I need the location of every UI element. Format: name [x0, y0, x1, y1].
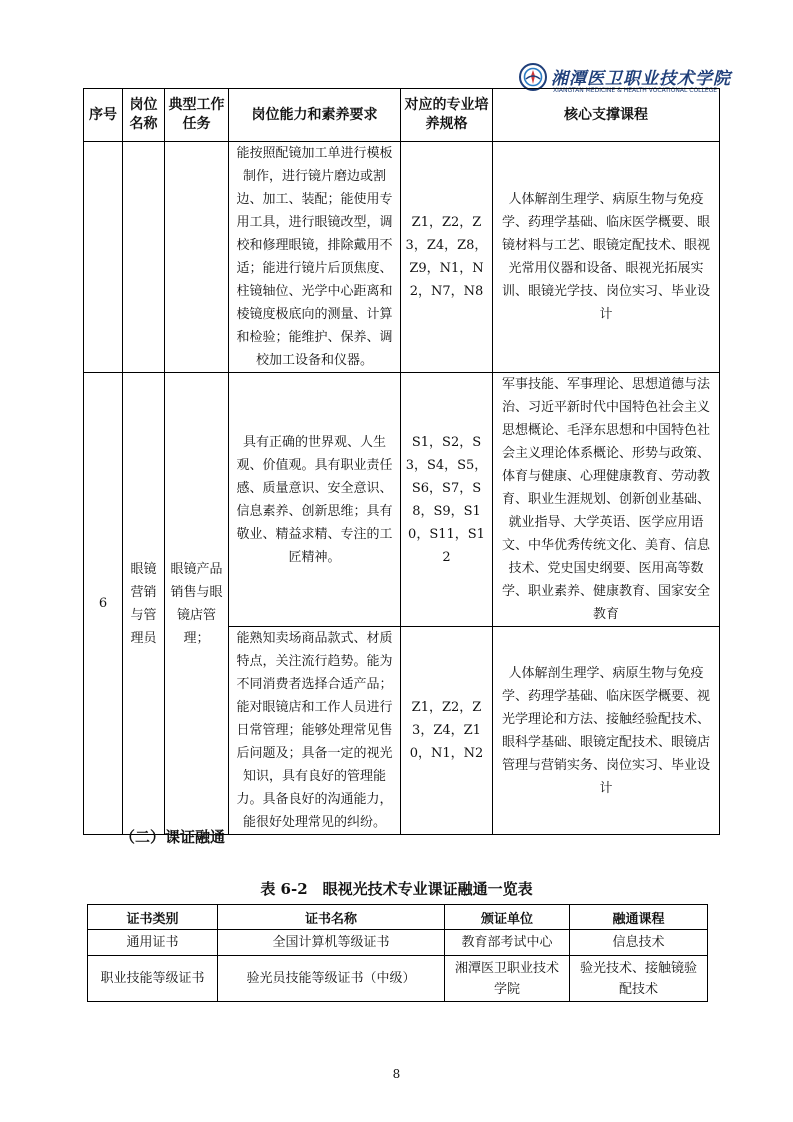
college-name-en: XIANGTAN MEDICINE & HEALTH VOCATIONAL COLLEGE: [553, 87, 718, 94]
specs-text: Z1，Z2，Z3，Z4，Z8，Z9，N1，N2，N7，N8: [405, 215, 488, 299]
ability-text: 能按照配镜加工单进行模板制作，进行镜片磨边或割边、加工、装配；能使用专用工具，进行眼镜改型，调校和修理眼镜，排除戴用不适；能进行镜片后顶焦度、柱镜轴位、光学中心距离和棱镜度极底向的测量、计算和检验；能维护、保养、调校加工设备和仪器。: [236, 146, 393, 368]
table-row: [84, 373, 720, 627]
cell-cert-name: 验光员技能等级证书（中级）: [218, 956, 445, 1002]
cell-linked-courses: 信息技术: [570, 930, 708, 956]
table-header-row: [88, 905, 708, 930]
section-title: （二）课证融通: [120, 828, 226, 846]
cell-ability: [229, 373, 401, 627]
cell-row-number: [84, 373, 123, 835]
cell-no-empty: [84, 142, 123, 373]
cell-cert-type: 职业技能等级证书: [88, 956, 218, 1002]
header-position: 岗位名称: [123, 89, 165, 142]
table-header-row: [84, 89, 720, 142]
ability-text: 能熟知卖场商品款式、材质特点，关注流行趋势。能为不同消费者选择合适产品；能对眼镜店和工作人员进行日常管理；能够处理常见售后问题及；具备一定的视光知识，具有良好的管理能力。具备良好的沟通能力，能很好处理常见的纠纷。: [236, 631, 393, 830]
cell-position-empty: [123, 142, 165, 373]
table-caption: 表 6-2 眼视光技术专业课证融通一览表: [260, 880, 533, 898]
header-issuer: 颁证单位: [445, 905, 570, 930]
header-cert-type: 证书类别: [88, 905, 218, 930]
cell-issuer: [445, 956, 570, 1002]
row-number: 6: [98, 596, 108, 611]
position-name: 眼镜营销与管理员: [130, 561, 157, 646]
courses-text: 人体解剖生理学、病原生物与免疫学、药理学基础、临床医学概要、视光学理论和方法、接触经验配技术、眼科学基础、眼镜定配技术、眼镜店管理与营销实务、岗位实习、毕业设计: [501, 665, 710, 796]
specs-text: Z1，Z2，Z3，Z4，Z10，N1，N2: [409, 700, 484, 761]
cell-cert-type: 通用证书: [88, 930, 218, 956]
certificate-table: [87, 904, 708, 1002]
header-specs: 对应的专业培养规格: [401, 89, 493, 142]
header-ability: 岗位能力和素养要求: [229, 89, 401, 142]
courses-text: 人体解剖生理学、病原生物与免疫学、药理学基础、临床医学概要、眼镜材料与工艺、眼镜定配技术、眼视光常用仪器和设备、眼视光拓展实训、眼镜光学技、岗位实习、毕业设计: [501, 192, 710, 322]
header-task: 典型工作任务: [165, 89, 229, 142]
cell-linked-courses: [570, 956, 708, 1002]
page-number: 8: [392, 1067, 401, 1081]
cell-specs: [401, 627, 493, 835]
specs-text: S1，S2，S3，S4，S5，S6，S7，S8，S9，S10，S11，S12: [405, 434, 488, 565]
header-linked-courses: 融通课程: [570, 905, 708, 930]
cell-specs: [401, 373, 493, 627]
table-row: [88, 956, 708, 1002]
courses-text: 军事技能、军事理论、思想道德与法治、习近平新时代中国特色社会主义思想概论、毛泽东思想和中国特色社会主义理论体系概论、形势与政策、体育与健康、心理健康教育、劳动教育、职业生涯规划、创新创业基础、就业指导、大学英语、医学应用语文、中华优秀传统文化、美育、信息技术、党史国史纲要、医用高等数学、职业素养、健康教育、国家安全教育: [501, 377, 710, 622]
task-text: 眼镜产品销售与眼镜店管理；: [170, 561, 223, 646]
cell-ability: [229, 627, 401, 835]
header-no: 序号: [84, 89, 123, 142]
cell-cert-name: 全国计算机等级证书: [218, 930, 445, 956]
cell-task: [165, 373, 229, 835]
header-courses: 核心支撑课程: [493, 89, 720, 142]
issuer-text: 湘潭医卫职业技术学院: [454, 960, 559, 997]
cell-specs: [401, 142, 493, 373]
cell-courses: [493, 373, 720, 627]
linked-courses-text: 验光技术、接触镜验配技术: [579, 960, 697, 997]
cell-task-empty: [165, 142, 229, 373]
cell-courses: [493, 627, 720, 835]
cell-issuer: 教育部考试中心: [445, 930, 570, 956]
position-ability-table: [83, 88, 720, 835]
ability-text: 具有正确的世界观、人生观、价值观。具有职业责任感、质量意识、安全意识、信息素养、创新思维；具有敬业、精益求精、专注的工匠精神。: [236, 434, 393, 565]
table-row: [88, 930, 708, 956]
header-cert-name: 证书名称: [218, 905, 445, 930]
table-row: [84, 142, 720, 373]
cell-position: [123, 373, 165, 835]
college-name-cn: 湘潭医卫职业技术学院: [551, 69, 731, 89]
college-emblem-icon: [519, 63, 547, 91]
cell-courses: [493, 142, 720, 373]
cell-ability: [229, 142, 401, 373]
